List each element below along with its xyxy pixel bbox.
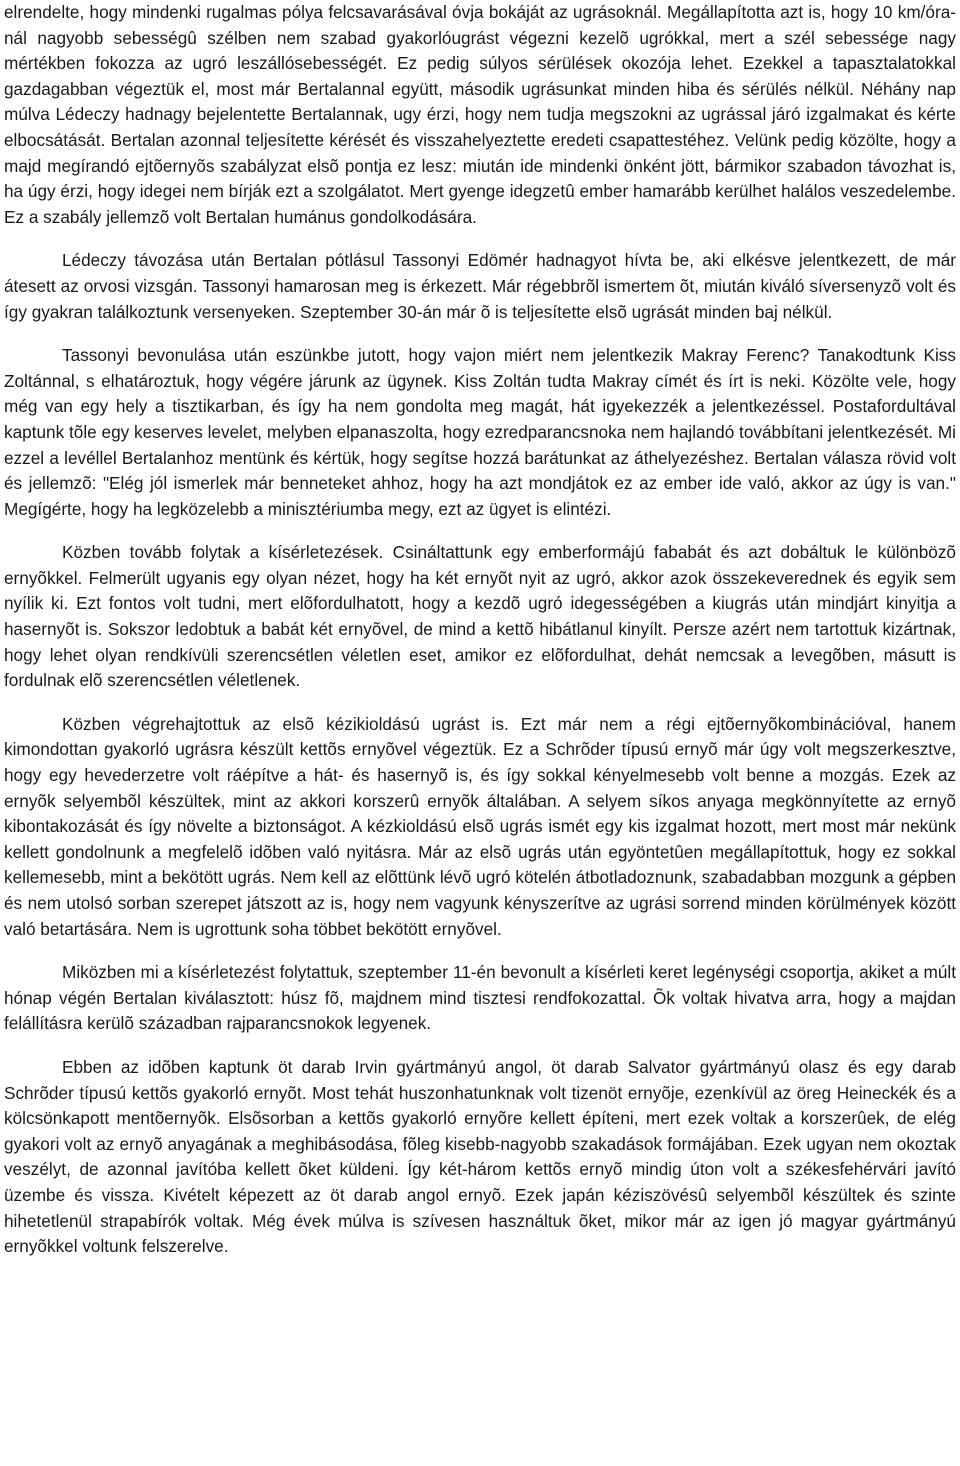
paragraph-2: Lédeczy távozása után Bertalan pótlásul Tassonyi Edömér hadnagyot hívta be, aki elkésve jelentkezett, de már átesett az orvosi vizsgán. Tassonyi hamarosan meg is érkezett. Már régebbrõl ismertem õt, miután kiváló síversenyzõ volt és így gyakran találkoztunk versenyeken. Szeptember 30-án már õ is teljesítette elsõ ugrását minden baj nélkül. <box>4 250 956 322</box>
paragraph-5: Közben végrehajtottuk az elsõ kézikioldású ugrást is. Ezt már nem a régi ejtõernyõkombinációval, hanem kimondottan gyakorló ugrásra készült kettõs ernyõvel végeztük. Ez a Schrõder típusú ernyõ már úgy volt megszerkesztve, hogy egy hevederzetre volt ráépítve a hát- és hasernyõ is, és így sokkal kényelmesebb volt benne a mozgás. Ezek az ernyõk selyembõl készültek, mint az akkori korszerû ernyõk általában. A selyem síkos anyaga megkönnyítette az ernyõ kibontakozását és így növelte a biztonságot. A kézkioldású elsõ ugrás ismét egy kis izgalmat hozott, mert most már nekünk kellett gondolnunk a megfelelõ idõben való nyitásra. Már az elsõ ugrás után egyöntetûen megállapítottuk, hogy ez sokkal kellemesebb, mint a bekötött ugrás. Nem kell az elõttünk lévõ ugró kötelén átbotladoznunk, szabadabban mozgunk a gépben és nem utolsó sorban szerepet játszott az is, hogy nem vagyunk kényszerítve az ugrási sorrend minden körülmények között való betartására. Nem is ugrottunk soha többet bekötött ernyõvel. <box>4 713 956 939</box>
paragraph-3: Tassonyi bevonulása után eszünkbe jutott, hogy vajon miért nem jelentkezik Makray Ferenc? Tanakodtunk Kiss Zoltánnal, s elhatároztuk, hogy végére járunk az ügynek. Kiss Zoltán tudta Makray címét és írt is neki. Közölte vele, hogy még van egy hely a tisztikarban, és így ha nem gondolta meg magát, hát igyekezzék a jelentkezéssel. Postafordultával kaptunk tõle egy keserves levelet, melyben elpanaszolta, hogy ezredparancsnoka nem hajlandó továbbítani jelentkezését. Mi ezzel a levéllel Bertalanhoz mentünk és kértük, hogy segítse hozzá barátunkat az áthelyezéshez. Bertalan válasza rövid volt és jellemzõ: "Elég jól ismerlek már benneteket ahhoz, hogy ha azt mondjátok ez az ember ide való, akkor az úgy is van." Megígérte, hogy ha legközelebb a minisztériumba megy, ezt az ügyet is elintézi. <box>4 345 956 519</box>
paragraph-4: Közben tovább folytak a kísérletezések. Csináltattunk egy emberformájú fababát és azt dobáltuk le különbözõ ernyõkkel. Felmerült ugyanis egy olyan nézet, hogy ha két ernyõt nyit az ugró, akkor azok összekeverednek és egyik sem nyílik ki. Ezt fontos volt tudni, mert elõfordulhatott, hogy a kezdõ ugró idegességében a kiugrás után mindjárt kinyitja a hasernyõt is. Sokszor ledobtuk a babát két ernyõvel, de mind a kettõ hibátlanul kinyílt. Persze azért nem tartottuk kizártnak, hogy lehet olyan rendkívüli szerencsétlen véletlen eset, amikor ez elõfordulhat, dehát nemcsak a levegõben, másutt is fordulnak elõ szerencsétlen véletlenek. <box>4 542 956 691</box>
paragraph-6: Miközben mi a kísérletezést folytattuk, szeptember 11-én bevonult a kísérleti keret legénységi csoportja, akiket a múlt hónap végén Bertalan kiválasztott: húsz fõ, majdnem mind tisztesi rendfokozattal. Õk voltak hivatva arra, hogy a majdan felállításra kerülõ században rajparancsnokok legyenek. <box>4 962 956 1034</box>
paragraph-1: elrendelte, hogy mindenki rugalmas pólya felcsavarásával óvja bokáját az ugrásoknál. Megállapította azt is, hogy 10 km/óra-nál nagyobb sebességû szélben nem szabad gyakorlóugrást végezni kezelõ ugrókkal, mert a szél sebessége nagy mértékben fokozza az ugró leszállósebességét. Ez pedig súlyos sérülések okozója lehet. Ezekkel a tapasztalatokkal gazdagabban végeztük el, most már Bertalannal együtt, második ugrásunkat minden hiba és sérülés nélkül. Néhány nap múlva Lédeczy hadnagy bejelentette Bertalannak, ugy érzi, hogy nem tudja megszokni az ugrással járó izgalmakat és kérte elbocsátását. Bertalan azonnal teljesítette kérését és visszahelyeztette eredeti csapattestéhez. Velünk pedig közölte, hogy a majd megírandó ejtõernyõs szabályzat elsõ pontja ez lesz: miután ide mindenki önként jött, bármikor szabadon távozhat is, ha úgy érzi, hogy idegei nem bírják ezt a szolgálatot. Mert gyenge idegzetû ember hamarább kerülhet halálos veszedelembe. Ez a szabály jellemzõ volt Bertalan humánus gondolkodására. <box>4 2 956 227</box>
document-body <box>4 0 956 1278</box>
paragraph-7: Ebben az idõben kaptunk öt darab Irvin gyártmányú angol, öt darab Salvator gyártmányú olasz és egy darab Schrõder típusú kettõs gyakorló ernyõt. Most tehát huszonhatunknak volt tizenöt ernyõje, ezenkívül az öreg Heineckék és a kölcsönkapott mentõernyõk. Elsõsorban a kettõs gyakorló ernyõre kellett építeni, mert ezek voltak a korszerûek, de elég gyakori volt az ernyõ anyagának a meghibásodása, fõleg kisebb-nagyobb szakadások formájában. Ezek ugyan nem okoztak veszélyt, de azonnal javítóba kellett õket küldeni. Így két-három kettõs ernyõ mindig úton volt a székesfehérvári javító üzembe és vissza. Kivételt képezett az öt darab angol ernyõ. Ezek japán kéziszövésû selyembõl készültek és szinte hihetetlenül strapabírók voltak. Még évek múlva is szívesen használtuk õket, mikor már az igen jó magyar gyártmányú ernyõkkel voltunk felszerelve. <box>4 1056 956 1257</box>
